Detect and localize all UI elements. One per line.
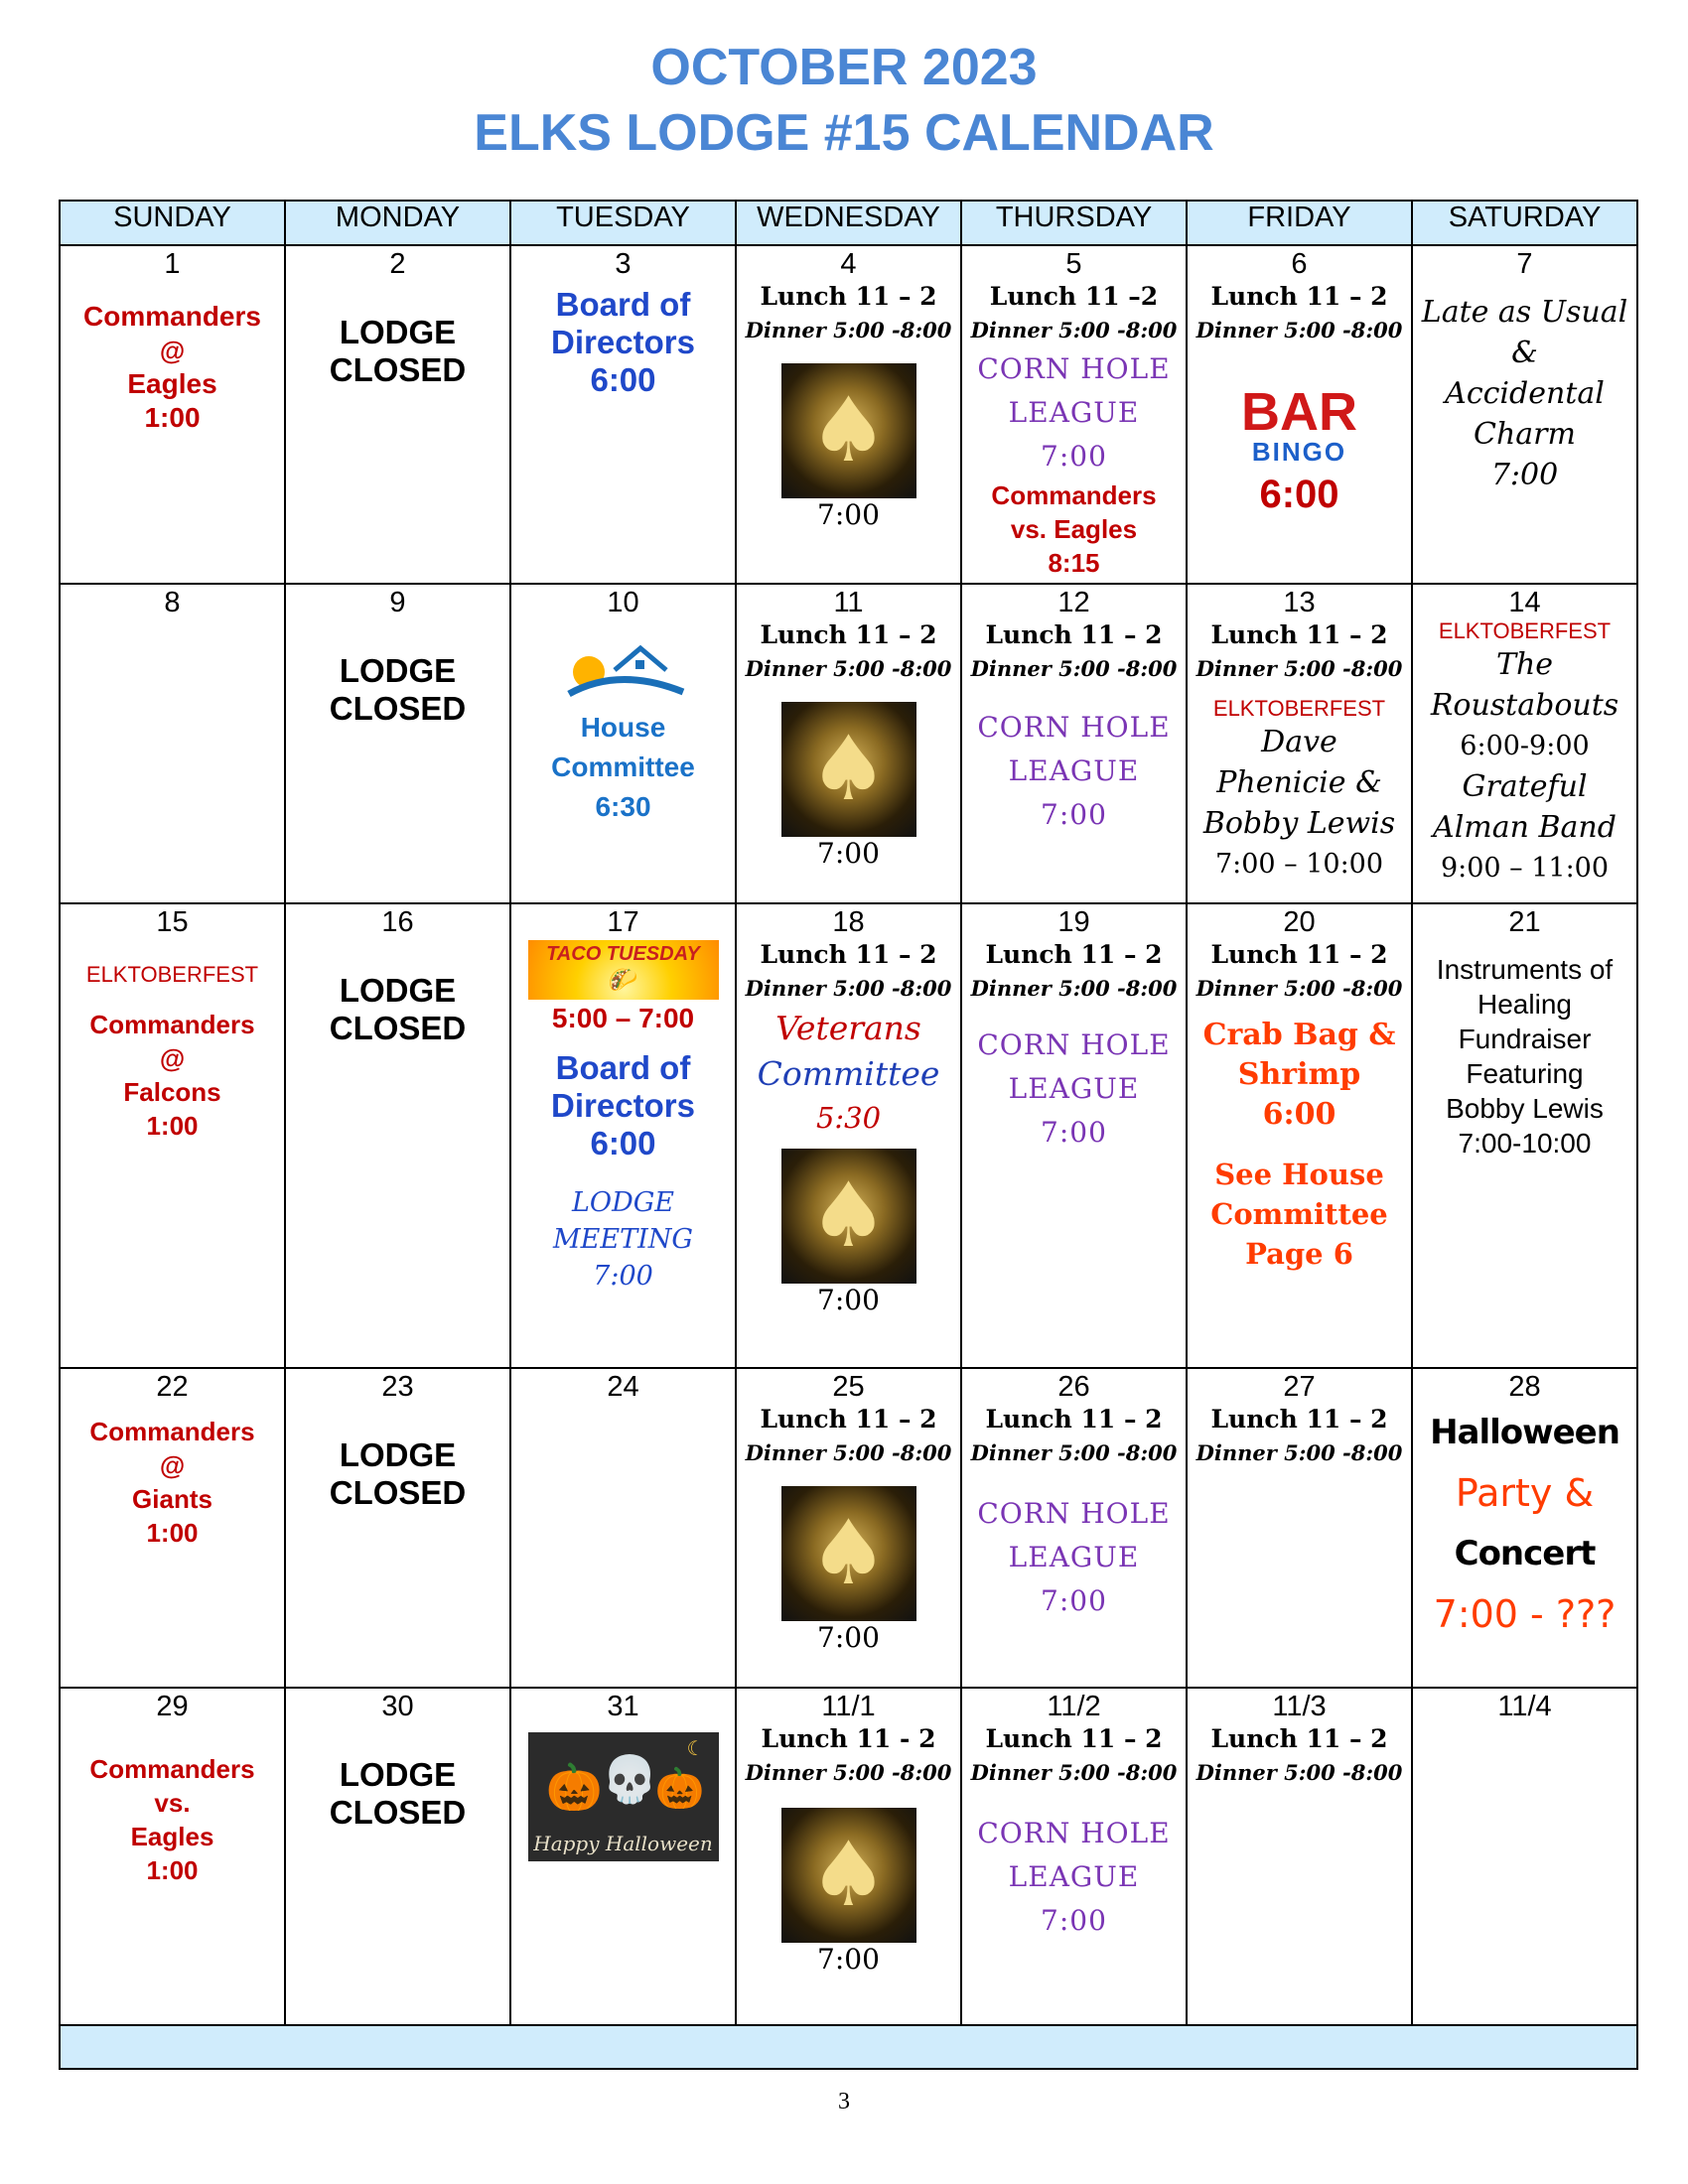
pumpkin-icon: 🎃: [654, 1767, 705, 1811]
event-time: 7:00: [817, 837, 880, 870]
dinner-hours: Dinner 5:00 -8:00: [970, 656, 1178, 681]
day-number: 1: [164, 248, 181, 280]
event-line: Page 6: [1245, 1237, 1353, 1271]
event-line: Healing: [1477, 989, 1572, 1020]
week-row-3: [60, 903, 1637, 1368]
day-cell: [736, 1368, 961, 1688]
event-time: 7:00: [817, 498, 880, 531]
event-line: Phenicie &: [1216, 765, 1382, 800]
corn-hole-label: CORN HOLE: [977, 711, 1171, 744]
lunch-hours: Lunch 11 – 2: [760, 1405, 937, 1433]
day-number: 18: [832, 906, 865, 938]
day-cell: [510, 1688, 736, 2025]
day-number: 31: [607, 1691, 639, 1722]
event-time: 7:00: [1041, 1584, 1107, 1617]
house-icon: [559, 638, 688, 708]
lodge-closed-label: [286, 652, 509, 728]
skull-icon: 💀: [601, 1753, 658, 1805]
event-line: vs. Eagles: [1010, 514, 1138, 544]
corn-hole-label: CORN HOLE: [977, 352, 1171, 385]
dinner-hours: Dinner 5:00 -8:00: [745, 1760, 952, 1785]
event-line: 7:00: [593, 1261, 653, 1292]
day-number: 14: [1508, 587, 1541, 618]
event-line: Crab Bag &: [1202, 1018, 1396, 1052]
event-line: LODGE: [339, 652, 457, 689]
day-number: 29: [156, 1691, 189, 1722]
event-time: 7:00: [817, 1621, 880, 1654]
day-number: 9: [389, 587, 406, 618]
dinner-hours: Dinner 5:00 -8:00: [745, 318, 952, 342]
day-cell: [510, 903, 736, 1368]
event-line: Committee: [757, 1054, 940, 1093]
day-number: 22: [156, 1371, 189, 1403]
day-cell: [961, 1688, 1187, 2025]
day-number: 23: [381, 1371, 414, 1403]
day-cell: [510, 245, 736, 584]
event-line: Bobby Lewis: [1446, 1093, 1604, 1124]
day-header-friday: FRIDAY: [1187, 201, 1412, 245]
lodge-closed-label: [286, 314, 509, 389]
event-line: Grateful: [1462, 769, 1588, 804]
event-line: CLOSED: [329, 351, 467, 388]
event-time: 7:00: [1041, 798, 1107, 831]
lodge-closed-label: [286, 1756, 509, 1832]
event-line: Party &: [1455, 1471, 1595, 1515]
day-header-sunday: SUNDAY: [60, 201, 285, 245]
logo-text: BAR: [1241, 382, 1357, 442]
lodge-closed-label: [286, 1436, 509, 1512]
day-cell: [1187, 1368, 1412, 1688]
event-line: Commanders: [89, 1010, 255, 1039]
week-row-2: [60, 584, 1637, 903]
lunch-hours: Lunch 11 – 2: [985, 620, 1163, 649]
day-number: 3: [615, 248, 632, 280]
event-line: 6:00: [590, 1125, 656, 1161]
day-cell: [60, 245, 285, 584]
day-number: 2: [389, 248, 406, 280]
day-number: 11/3: [1272, 1691, 1327, 1722]
event-line: @: [159, 336, 186, 365]
event-line: Committee: [1210, 1197, 1388, 1231]
day-number: 24: [607, 1371, 639, 1403]
event-time: 6:00: [1259, 473, 1339, 516]
lunch-hours: Lunch 11 – 2: [985, 1405, 1163, 1433]
day-number: 5: [1065, 248, 1082, 280]
event-line: Veterans: [775, 1009, 921, 1047]
event-line: 1:00: [146, 1855, 199, 1885]
event-line: CLOSED: [329, 690, 467, 727]
dinner-hours: Dinner 5:00 -8:00: [1196, 318, 1403, 342]
ace-of-spades-icon: ♠: [781, 1149, 916, 1284]
event-line: Accidental: [1445, 376, 1605, 411]
ace-of-spades-icon: ♠: [781, 363, 916, 498]
event-time: 7:00: [817, 1943, 880, 1976]
day-cell: [1187, 903, 1412, 1368]
day-cell: [1412, 1368, 1637, 1688]
event-line: The: [1495, 647, 1554, 682]
day-cell: [961, 903, 1187, 1368]
day-cell: [285, 1688, 510, 2025]
event-line: Directors: [551, 324, 695, 360]
day-number: 28: [1508, 1371, 1541, 1403]
dinner-hours: Dinner 5:00 -8:00: [745, 656, 952, 681]
event-line: Fundraiser: [1458, 1024, 1592, 1054]
ace-of-spades-icon: ♠: [781, 1486, 916, 1621]
event-line: &: [1511, 336, 1538, 370]
day-number: 19: [1057, 906, 1090, 938]
day-number: 8: [164, 587, 181, 618]
corn-hole-label: LEAGUE: [1008, 1541, 1140, 1573]
day-number: 15: [156, 906, 189, 938]
week-row-1: [60, 245, 1637, 584]
day-header-saturday: SATURDAY: [1412, 201, 1637, 245]
day-header-wednesday: WEDNESDAY: [736, 201, 961, 245]
day-cell: [510, 584, 736, 903]
event-line: Falcons: [123, 1077, 221, 1107]
halloween-caption: Happy Halloween: [533, 1832, 713, 1855]
day-number: 13: [1283, 587, 1316, 618]
day-cell: [60, 1368, 285, 1688]
corn-hole-label: LEAGUE: [1008, 1072, 1140, 1105]
day-number: 26: [1057, 1371, 1090, 1403]
event-time: 6:00-9:00: [1460, 731, 1590, 761]
elktoberfest-label: ELKTOBERFEST: [1438, 618, 1612, 643]
day-cell: [736, 903, 961, 1368]
day-cell: [961, 245, 1187, 584]
event-line: See House: [1214, 1158, 1384, 1191]
day-cell: [1187, 584, 1412, 903]
event-line: 1:00: [146, 1518, 199, 1548]
event-line: 7:00: [1490, 458, 1559, 492]
calendar-lodge-title: ELKS LODGE #15 CALENDAR: [474, 104, 1214, 162]
dinner-hours: Dinner 5:00 -8:00: [745, 976, 952, 1001]
day-number: 11: [833, 587, 864, 618]
lunch-hours: Lunch 11 – 2: [1210, 1405, 1388, 1433]
taco-icon: 🌮: [608, 967, 638, 994]
lunch-hours: Lunch 11 – 2: [1210, 940, 1388, 969]
event-line: Instruments of: [1436, 954, 1614, 985]
calendar-grid: [59, 200, 1638, 2070]
event-line: Charm: [1474, 417, 1576, 452]
event-time: 9:00 – 11:00: [1440, 853, 1610, 884]
corn-hole-label: LEAGUE: [1008, 754, 1140, 787]
day-cell: [1412, 903, 1637, 1368]
event-line: Board of: [555, 286, 691, 323]
event-line: Roustabouts: [1430, 688, 1619, 723]
day-cell: [285, 245, 510, 584]
event-line: CLOSED: [329, 1010, 467, 1046]
banner-text: TACO TUESDAY: [546, 943, 700, 965]
event-line: Directors: [551, 1087, 695, 1124]
event-line: 8:15: [1048, 548, 1100, 578]
lunch-hours: Lunch 11 – 2: [760, 940, 937, 969]
day-number: 20: [1283, 906, 1316, 938]
event-time: 6:00: [1262, 1097, 1336, 1132]
day-cell: [1187, 245, 1412, 584]
elktoberfest-label: ELKTOBERFEST: [1212, 696, 1386, 721]
event-time: 7:00: [817, 1284, 880, 1316]
event-time: 7:00: [1041, 440, 1107, 473]
day-number: 16: [381, 906, 414, 938]
day-cell: [1412, 1688, 1637, 2025]
pumpkin-icon: 🎃: [545, 1761, 603, 1813]
event-time: 5:00 – 7:00: [551, 1003, 695, 1033]
week-row-4: [60, 1368, 1637, 1688]
day-number: 11/4: [1497, 1691, 1552, 1722]
page-number: 3: [838, 2089, 850, 2115]
logo-text: BINGO: [1251, 437, 1347, 467]
day-number: 10: [607, 587, 639, 618]
event-line: Alman Band: [1433, 810, 1617, 845]
corn-hole-label: CORN HOLE: [977, 1028, 1171, 1061]
day-number: 12: [1057, 587, 1090, 618]
event-line: Halloween: [1430, 1413, 1619, 1452]
event-line: Late as Usual: [1421, 295, 1628, 330]
lunch-hours: Lunch 11 – 2: [760, 282, 937, 311]
day-cell: [60, 1688, 285, 2025]
calendar-footer-row: [60, 2025, 1637, 2069]
event-line: @: [159, 1450, 186, 1480]
day-cell: [736, 584, 961, 903]
event-line: LODGE: [339, 1436, 457, 1473]
dinner-hours: Dinner 5:00 -8:00: [1196, 976, 1403, 1001]
halloween-pumpkin-image: [528, 1732, 719, 1861]
lunch-hours: Lunch 11 – 2: [1210, 1724, 1388, 1753]
lunch-hours: Lunch 11 –2: [989, 282, 1159, 311]
lodge-closed-label: [286, 972, 509, 1047]
day-header-monday: MONDAY: [285, 201, 510, 245]
day-number: 11/1: [821, 1691, 876, 1722]
day-number: 30: [381, 1691, 414, 1722]
event-line: Commanders: [83, 301, 261, 332]
event-line: Commanders: [991, 480, 1157, 510]
lunch-hours: Lunch 11 – 2: [985, 1724, 1163, 1753]
event-line: Shrimp: [1237, 1057, 1361, 1092]
corn-hole-label: LEAGUE: [1008, 1860, 1140, 1893]
event-line: Bobby Lewis: [1202, 806, 1396, 841]
event-time: 7:00-10:00: [1458, 1128, 1592, 1159]
event-line: Dave: [1261, 725, 1337, 759]
day-number: 7: [1516, 248, 1533, 280]
dinner-hours: Dinner 5:00 -8:00: [970, 1760, 1178, 1785]
day-cell: [1187, 1688, 1412, 2025]
dinner-hours: Dinner 5:00 -8:00: [970, 318, 1178, 342]
dinner-hours: Dinner 5:00 -8:00: [970, 1440, 1178, 1465]
corn-hole-label: LEAGUE: [1008, 396, 1140, 429]
event-line: 6:00: [590, 361, 656, 398]
day-number: 6: [1291, 248, 1308, 280]
day-cell: [736, 1688, 961, 2025]
event-time: 7:00 - ???: [1433, 1592, 1617, 1636]
event-line: 1:00: [146, 1111, 199, 1141]
event-line: CLOSED: [329, 1794, 467, 1831]
day-cell: [285, 584, 510, 903]
lunch-hours: Lunch 11 – 2: [985, 940, 1163, 969]
weekday-header-row: [60, 201, 1637, 245]
event-line: 6:30: [595, 791, 651, 822]
calendar-month-title: OCTOBER 2023: [650, 39, 1038, 96]
event-time: 7:00: [1041, 1116, 1107, 1149]
event-line: Featuring: [1466, 1058, 1584, 1089]
day-cell: [60, 584, 285, 903]
event-line: @: [159, 1043, 186, 1073]
day-number: 11/2: [1047, 1691, 1101, 1722]
event-line: Board of: [555, 1049, 691, 1086]
ace-of-spades-icon: ♠: [781, 1808, 916, 1943]
day-header-tuesday: TUESDAY: [510, 201, 736, 245]
ace-of-spades-icon: ♠: [781, 702, 916, 837]
event-line: 1:00: [144, 402, 201, 433]
dinner-hours: Dinner 5:00 -8:00: [1196, 656, 1403, 681]
corn-hole-label: CORN HOLE: [977, 1497, 1171, 1530]
dinner-hours: Dinner 5:00 -8:00: [1196, 1440, 1403, 1465]
lunch-hours: Lunch 11 – 2: [1210, 620, 1388, 649]
day-header-thursday: THURSDAY: [961, 201, 1187, 245]
day-cell: [285, 903, 510, 1368]
day-number: 27: [1283, 1371, 1316, 1403]
taco-tuesday-banner: [528, 940, 719, 1000]
day-cell: [285, 1368, 510, 1688]
dinner-hours: Dinner 5:00 -8:00: [970, 976, 1178, 1001]
event-line: MEETING: [553, 1224, 693, 1255]
moon-icon: ☾: [686, 1738, 705, 1760]
dinner-hours: Dinner 5:00 -8:00: [745, 1440, 952, 1465]
day-cell: [736, 245, 961, 584]
event-line: Giants: [132, 1484, 212, 1514]
event-line: Concert: [1454, 1534, 1596, 1573]
day-number: 25: [832, 1371, 865, 1403]
event-line: 5:30: [815, 1101, 882, 1135]
day-cell: [961, 1368, 1187, 1688]
corn-hole-label: CORN HOLE: [977, 1817, 1171, 1849]
event-line: LODGE: [572, 1187, 674, 1218]
event-time: 7:00: [1041, 1904, 1107, 1937]
lunch-hours: Lunch 11 – 2: [1210, 282, 1388, 311]
event-line: LODGE: [339, 314, 457, 350]
day-cell: [510, 1368, 736, 1688]
event-line: vs.: [154, 1788, 191, 1818]
event-line: Commanders: [89, 1754, 255, 1784]
day-number: 4: [840, 248, 857, 280]
day-cell: [961, 584, 1187, 903]
day-number: 21: [1508, 906, 1541, 938]
day-cell: [1412, 584, 1637, 903]
footer-band: [60, 2025, 1637, 2069]
lunch-hours: Lunch 11 - 2: [761, 1724, 936, 1753]
week-row-5: [60, 1688, 1637, 2025]
event-line: Eagles: [127, 368, 217, 399]
event-line: Committee: [551, 751, 695, 782]
event-line: Eagles: [130, 1822, 214, 1851]
dinner-hours: Dinner 5:00 -8:00: [1196, 1760, 1403, 1785]
day-number: 17: [607, 906, 639, 938]
event-line: House: [580, 712, 666, 743]
event-line: CLOSED: [329, 1474, 467, 1511]
day-cell: [60, 903, 285, 1368]
event-line: Commanders: [89, 1417, 255, 1446]
bar-bingo-logo: [1188, 382, 1411, 467]
event-time: 7:00 – 10:00: [1214, 849, 1384, 880]
event-line: LODGE: [339, 1756, 457, 1793]
elktoberfest-label: ELKTOBERFEST: [85, 962, 259, 987]
event-line: LODGE: [339, 972, 457, 1009]
lunch-hours: Lunch 11 – 2: [760, 620, 937, 649]
day-cell: [1412, 245, 1637, 584]
